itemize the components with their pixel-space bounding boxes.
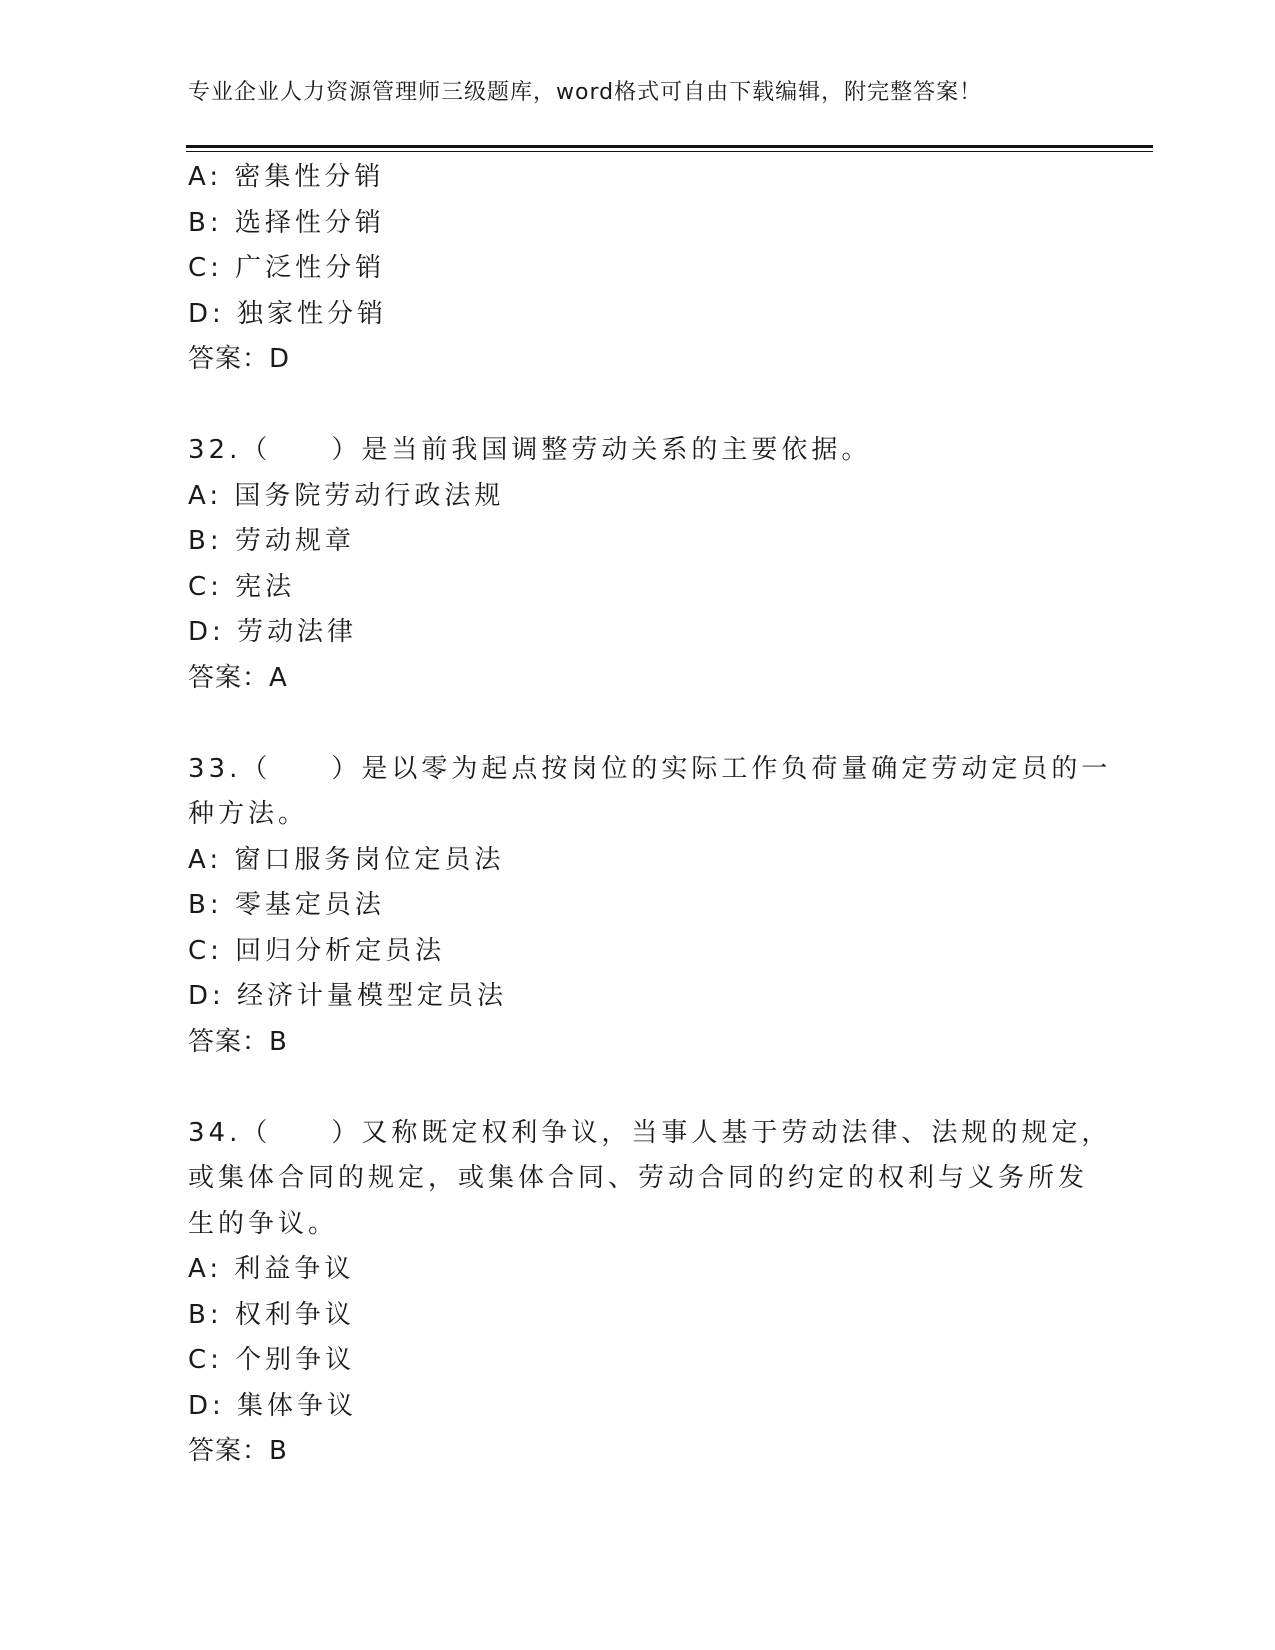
spacer xyxy=(188,701,1088,747)
option-c: C: 个别争议 xyxy=(188,1345,356,1375)
page-header: 专业企业人力资源管理师三级题库，word格式可自由下载编辑，附完整答案！ xyxy=(188,80,983,105)
option-d: D: 劳动法律 xyxy=(188,617,358,647)
question-block-33 xyxy=(188,747,1112,1066)
answer-line: 答案：D xyxy=(188,344,291,374)
option-c: C: 回归分析定员法 xyxy=(188,935,446,966)
question-text: 33.（ ）是以零为起点按岗位的实际工作负荷量确定劳动定员的一 xyxy=(188,753,1112,784)
answer-line: 答案：A xyxy=(188,662,288,693)
question-block-32 xyxy=(188,428,1088,701)
header-rule-thin xyxy=(186,151,1153,152)
question-text: 32.（ ）是当前我国调整劳动关系的主要依据。 xyxy=(188,435,872,465)
answer-line: 答案：B xyxy=(188,1026,288,1057)
option-d: D: 经济计量模型定员法 xyxy=(188,981,508,1011)
option-c: C: 广泛性分销 xyxy=(188,253,386,283)
option-c: C: 宪法 xyxy=(188,571,296,602)
option-d: D: 集体争议 xyxy=(188,1390,358,1421)
spacer xyxy=(188,383,1088,429)
option-d: D: 独家性分销 xyxy=(188,298,388,329)
question-block-31 xyxy=(188,155,1088,383)
option-a: A: 密集性分销 xyxy=(188,162,385,192)
answer-line: 答案：B xyxy=(188,1436,288,1466)
question-block-34 xyxy=(188,1111,1112,1475)
question-text-continued: 种方法。 xyxy=(188,799,309,829)
spacer xyxy=(188,1065,1088,1111)
option-a: A: 窗口服务岗位定员法 xyxy=(188,844,505,875)
question-text-continued: 或集体合同的规定，或集体合同、劳动合同的约定的权利与义务所发 xyxy=(188,1163,1089,1193)
option-b: B: 劳动规章 xyxy=(188,526,355,556)
option-b: B: 零基定员法 xyxy=(188,890,385,920)
option-b: B: 权利争议 xyxy=(188,1299,355,1330)
question-text-continued: 生的争议。 xyxy=(188,1208,339,1239)
option-b: B: 选择性分销 xyxy=(188,207,385,238)
question-list xyxy=(188,155,1112,1475)
option-a: A: 国务院劳动行政法规 xyxy=(188,480,505,511)
header-rule-thick xyxy=(186,145,1153,148)
option-a: A: 利益争议 xyxy=(188,1254,355,1284)
question-text: 34.（ ）又称既定权利争议，当事人基于劳动法律、法规的规定， xyxy=(188,1117,1112,1148)
